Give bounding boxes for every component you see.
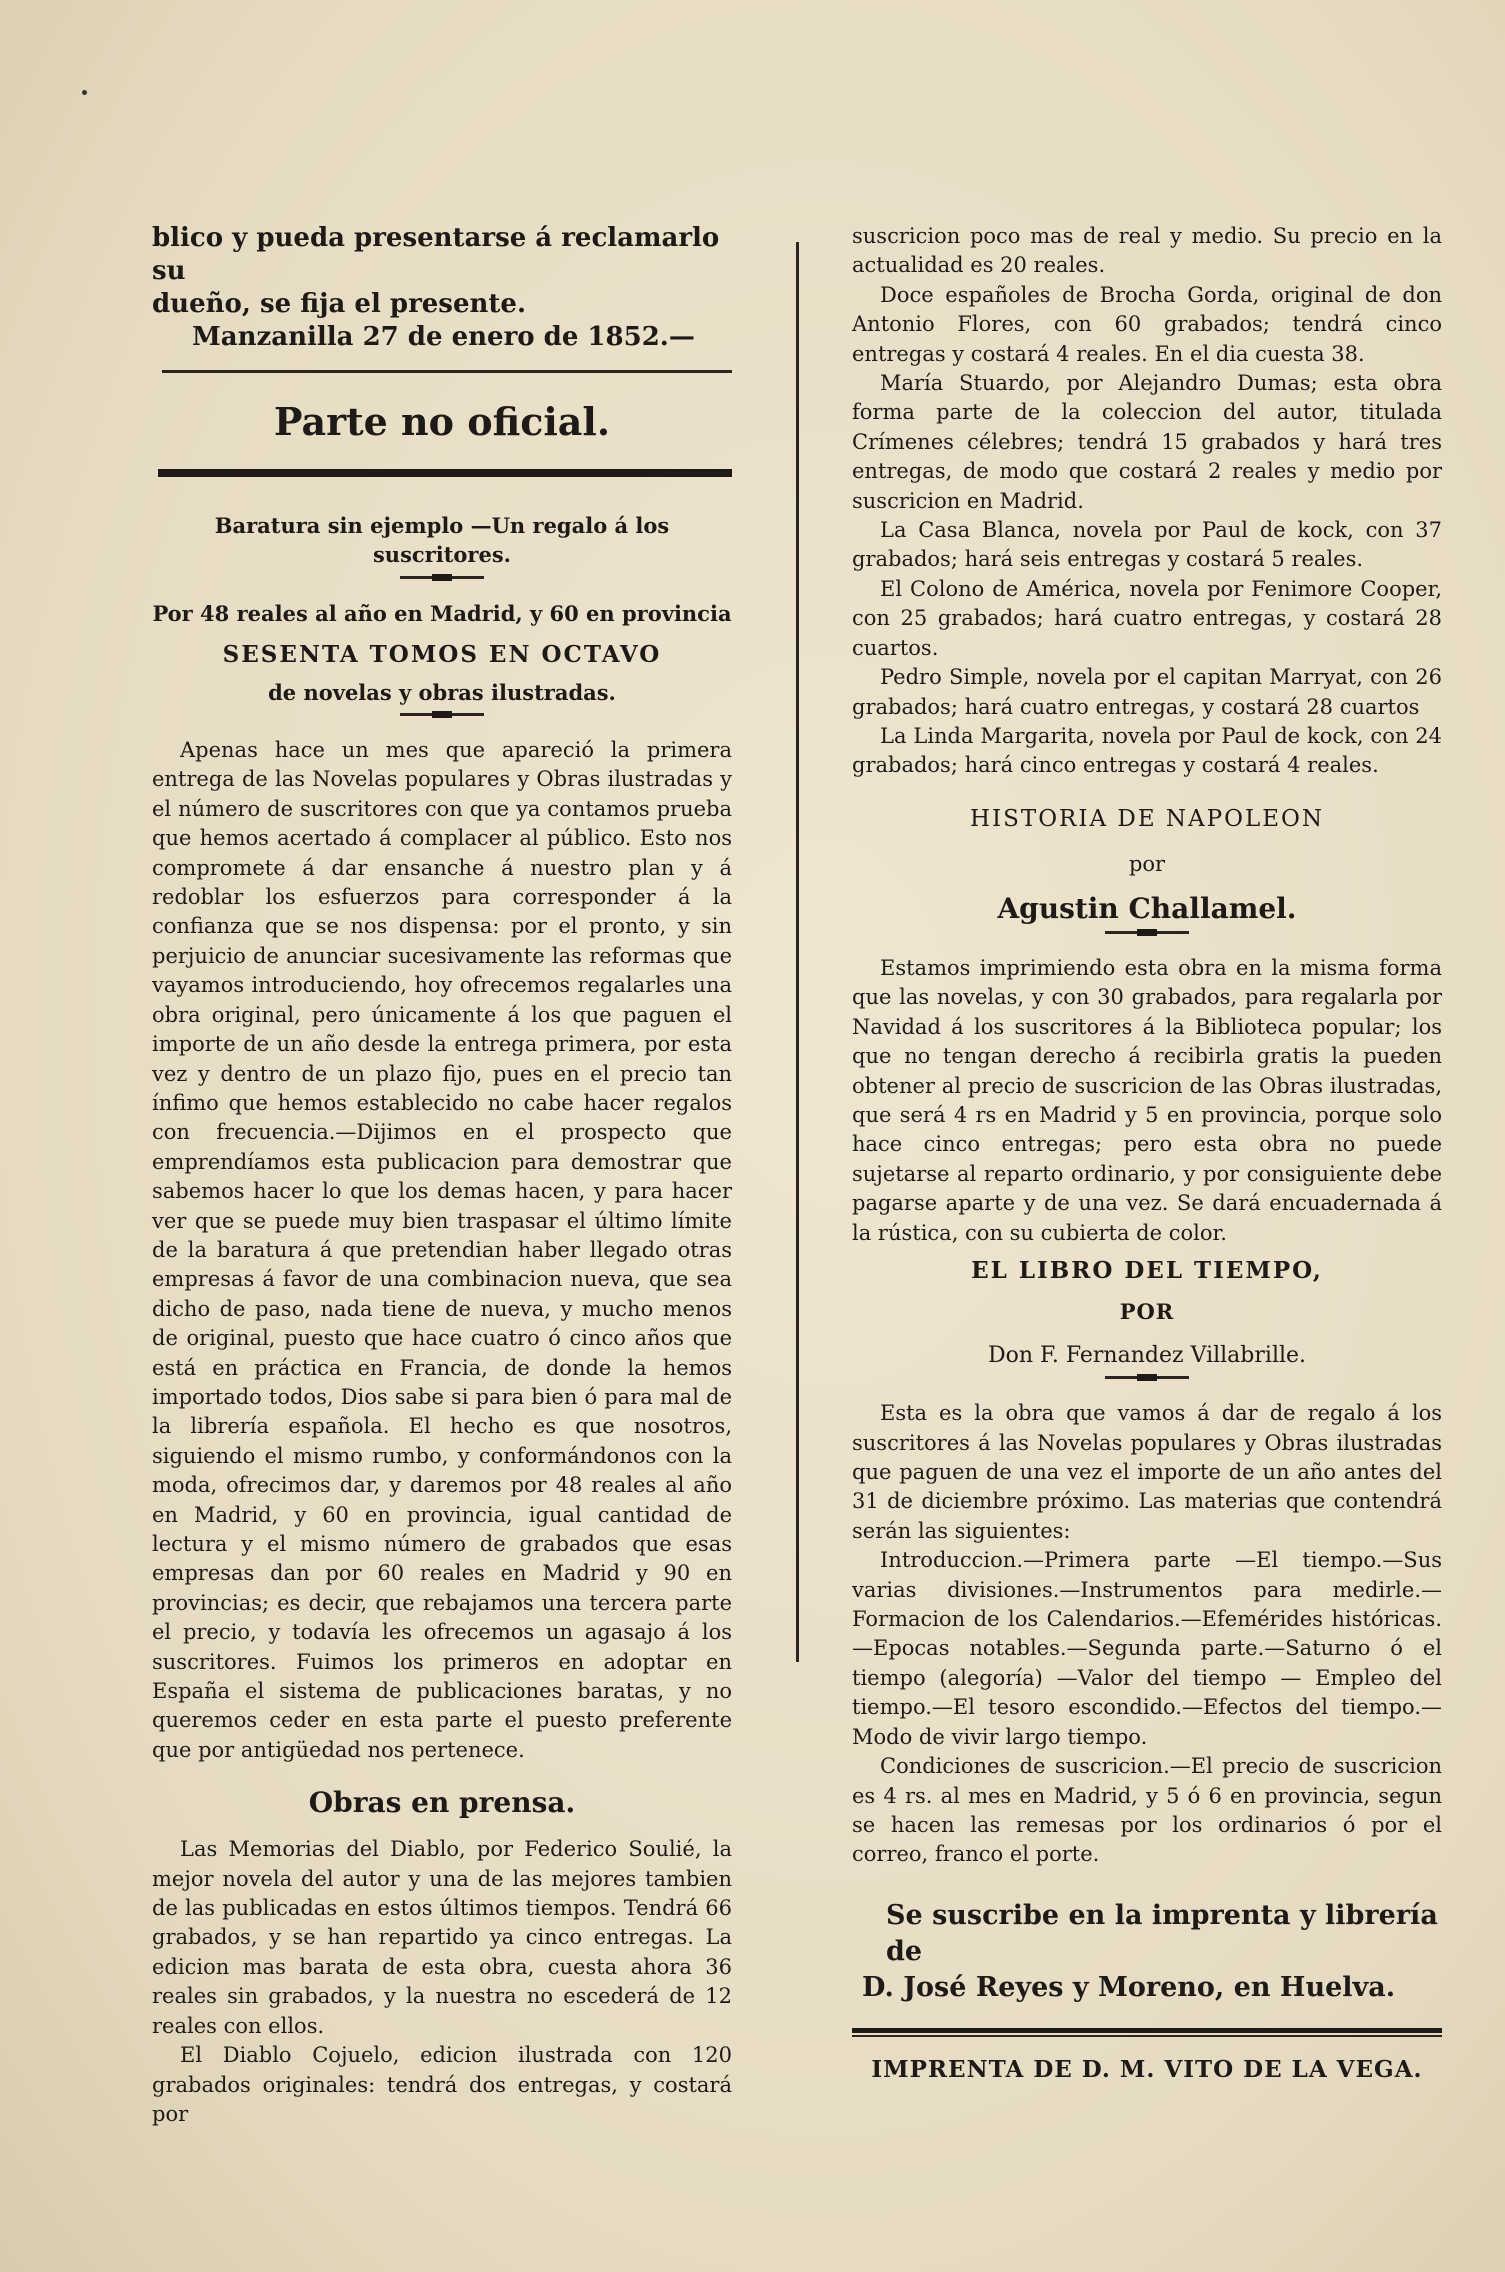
press-item: La Casa Blanca, novela por Paul de kock, con 37 grabados; hará seis entregas y costará 5 reales. xyxy=(852,518,1442,572)
left-column xyxy=(152,222,732,2129)
press-item: Pedro Simple, novela por el capitan Marryat, con 26 grabados; hará cuatro entregas, y costará 28 cuartos xyxy=(852,665,1442,719)
napoleon-author: Agustin Challamel. xyxy=(997,891,1297,925)
subscribe-notice xyxy=(852,1898,1442,2006)
napoleon-body: Estamos imprimiendo esta obra en la misma forma que las novelas, y con 30 grabados, para regalarla por Navidad á los suscritores á la Biblioteca popular; los que no tengan derecho á recibirla gratis la pueden obtener al precio de suscricion de las Obras ilustradas, que será 4 rs en Madrid y 5 en provincia, porque solo hace cinco entregas; pero esta obra no puede sujetarse al reparto ordinario, y por consiguiente debe pagarse aparte y de una vez. Se dará encuadernada á la rústica, con su cubierta de color. xyxy=(852,955,1442,1245)
lead-date: Manzanilla 27 de enero de 1852.— xyxy=(192,322,695,352)
ad-title: Baratura sin ejemplo —Un regalo á los suscritores. xyxy=(214,513,670,568)
by-label: POR xyxy=(1119,1299,1175,1325)
imprint: IMPRENTA DE D. M. VITO DE LA VEGA. xyxy=(871,2055,1423,2083)
press-item: María Stuardo, por Alejandro Dumas; esta obra forma parte de la coleccion del autor, titulada Crímenes célebres; tendrá 15 grabados y hará tres entregas, de modo que costará 2 reales y medio por suscricion en Madrid. xyxy=(852,371,1442,513)
tiempo-title: EL LIBRO DEL TIEMPO, xyxy=(971,1257,1323,1284)
lead-line-2: dueño, se fija el presente. xyxy=(152,289,526,319)
press-item: La Linda Margarita, novela por Paul de kock, con 24 grabados; hará cinco entregas y costará 4 reales. xyxy=(852,723,1442,778)
subscription-conditions: Condiciones de suscricion.—El precio de suscricion es 4 rs. al mes en Madrid, y 5 ó 6 en provincia, segun se hacen las remesas por los ordinarios ó por el correo, franco el porte. xyxy=(852,1754,1442,1867)
press-title: Obras en prensa. xyxy=(308,1786,576,1820)
lead-line-1: blico y pueda presentarse á reclamarlo su xyxy=(152,223,720,286)
tiempo-body: Esta es la obra que vamos á dar de regalo á los suscritores á las Novelas populares y Obras ilustradas que paguen de una vez el importe de un año antes del 31 de diciembre próximo. Las materias que contendrá serán las siguientes: xyxy=(852,1401,1442,1543)
footer-rule xyxy=(852,2028,1442,2033)
subscribe-line-2: D. José Reyes y Moreno, en Huelva. xyxy=(862,1971,1396,2003)
body-paragraph: Apenas hace un mes que apareció la primera entrega de las Novelas populares y Obras ilustradas y el número de suscritores con que ya contamos prueba que hemos acertado á complacer al público. Esto nos compromete á dar ensanche á nuestro plan y á redoblar los esfuerzos para corresponder á la confianza que se nos dispensa: por el pronto, y sin perjuicio de anunciar sucesivamente las reformas que vayamos introduciendo, hoy ofrecemos regalarles una obra original, pero únicamente á los que paguen el importe de un año desde la entrega primera, por esta vez y dentro de un plazo fijo, pues en el precio tan ínfimo que hemos establecido no cabe hacer regalos con frecuencia.—Dijimos en el prospecto que emprendíamos esta publicacion para demostrar que sabemos hacer lo que los demas hacen, y para hacer ver que se puede muy bien traspasar el último límite de la baratura á que pretendian haber llegado otras empresas á favor de una combinacion nueva, que sea dicho de paso, nada tiene de nueva, y mucho menos de original, puesto que hace cuatro ó cinco años que está en práctica en Francia, de donde la hemos importado todos, Dios sabe si para bien ó para mal de la librería española. El hecho es que nosotros, siguiendo el mismo rumbo, y conformándonos con la moda, ofrecimos dar, y daremos por 48 reales al año en Madrid, y 60 en provincia, igual cantidad de lectura y el mismo número de grabados que esas empresas dan por 60 reales en Madrid y 90 en provincias; es decir, que rebajamos una tercera parte el precio, y todavía les ofrecemos un agasajo á los suscritores. Fuimos los primeros en adoptar en España el sistema de publicaciones baratas, y no queremos ceder en esta parte el puesto preferente que por antigüedad nos pertenece. xyxy=(152,738,732,1762)
footer-rule-thin xyxy=(852,2035,1442,2037)
price-line: Por 48 reales al año en Madrid, y 60 en provincia xyxy=(152,600,732,626)
divider-thick xyxy=(158,469,732,477)
tiempo-contents: Introduccion.—Primera parte —El tiempo.—Sus varias divisiones.—Instrumentos para medirle.—Formacion de los Calendarios.—Efemérides históricas.—Epocas notables.—Segunda parte.—Saturno ó el tiempo (alegoría) —Valor del tiempo — Empleo del tiempo.—El tesoro escondido.—Efectos del tiempo.—Modo de vivir largo tiempo. xyxy=(852,1548,1442,1749)
subscribe-line-1: Se suscribe en la imprenta y librería de xyxy=(886,1899,1438,1967)
tiempo-author: Don F. Fernandez Villabrille. xyxy=(987,1342,1307,1368)
column-rule xyxy=(796,242,799,1662)
ornament-rule xyxy=(400,576,484,579)
volumes-sub: de novelas y obras ilustradas. xyxy=(268,679,616,705)
press-item: El Diablo Cojuelo, edicion ilustrada con 120 grabados originales: tendrá dos entregas, y costará por xyxy=(152,2043,732,2126)
napoleon-title: HISTORIA DE NAPOLEON xyxy=(969,805,1325,832)
press-item: El Colono de América, novela por Fenimore Cooper, con 25 grabados; hará cuatro entregas, y costará 28 cuartos. xyxy=(852,576,1442,660)
press-continuation: suscricion poco mas de real y medio. Su precio en la actualidad es 20 reales. xyxy=(852,224,1442,278)
volumes-line: SESENTA TOMOS EN OCTAVO xyxy=(222,641,662,669)
ornament-rule xyxy=(400,713,484,716)
ornament-rule xyxy=(1105,931,1189,934)
divider-thin xyxy=(162,370,732,373)
right-column xyxy=(852,222,1442,2084)
ornament-rule xyxy=(1105,1376,1189,1379)
ink-spot xyxy=(82,90,87,95)
press-item: Las Memorias del Diablo, por Federico Soulié, la mejor novela del autor y una de las mejores tambien de las publicadas en estos últimos tiempos. Tendrá 66 grabados, y se han repartido ya cinco entregas. La edicion mas barata de esta obra, cuesta ahora 36 reales sin grabados, y la nuestra no escederá de 12 reales con ellos. xyxy=(152,1837,732,2038)
lead-notice xyxy=(152,222,732,354)
section-title: Parte no oficial. xyxy=(273,399,611,444)
press-item: Doce españoles de Brocha Gorda, original de don Antonio Flores, con 60 grabados; tendrá cinco entregas y costará 4 reales. En el dia cuesta 38. xyxy=(852,282,1442,366)
by-label: por xyxy=(1128,852,1166,877)
